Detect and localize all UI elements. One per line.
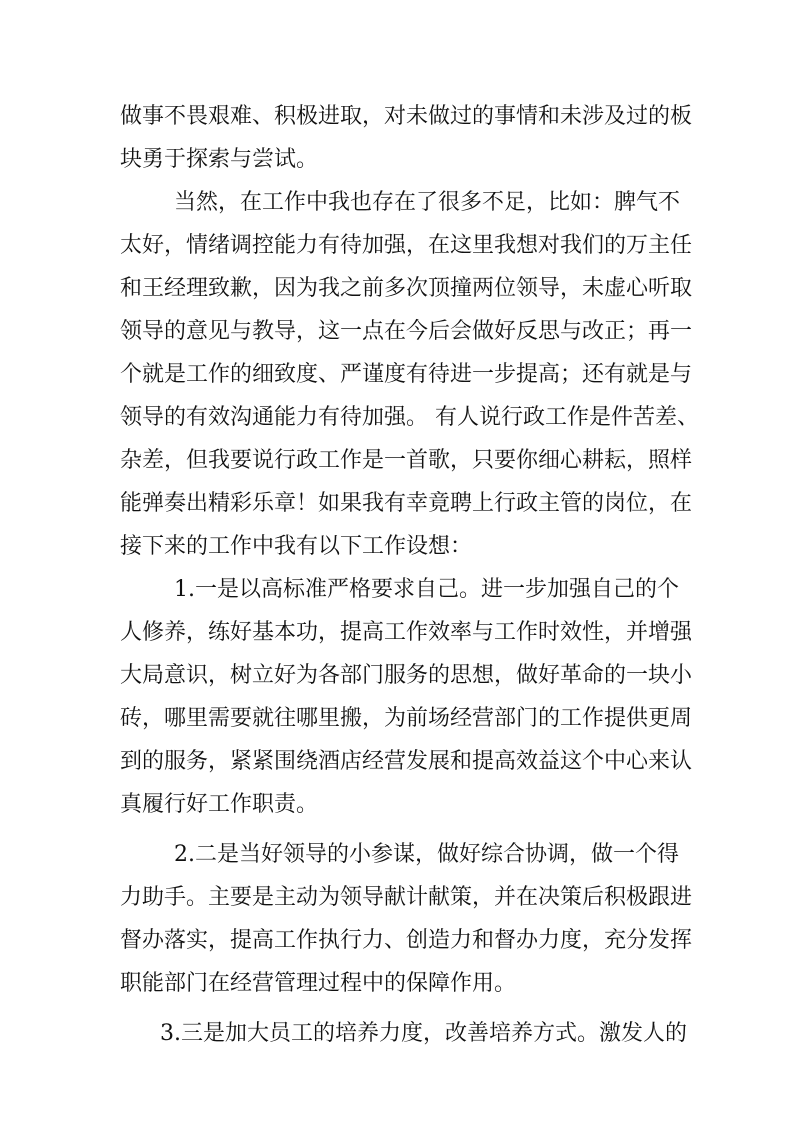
text-line: 做事不畏艰难、积极进取，对未做过的事情和未涉及过的板 [120,104,693,129]
text-line: 大局意识，树立好为各部门服务的思想，做好革命的一块小 [120,663,693,688]
text-line: 2.二是当好领导的小参谋，做好综合协调，做一个得 [174,842,679,867]
text-line: 杂差，但我要说行政工作是一首歌，只要你细心耕耘，照样 [120,448,693,473]
text-line: 职能部门在经营管理过程中的保障作用。 [120,971,517,996]
text-line: 当然，在工作中我也存在了很多不足，比如：脾气不 [174,190,681,215]
text-line: 真履行好工作职责。 [120,792,319,817]
text-line: 和王经理致歉，因为我之前多次顶撞两位领导，未虚心听取 [120,276,693,301]
text-line: 个就是工作的细致度、严谨度有待进一步提高；还有就是与 [120,362,693,387]
text-line: 督办落实，提高工作执行力、创造力和督办力度，充分发挥 [120,928,693,953]
text-line: 力助手。主要是主动为领导献计献策，并在决策后积极跟进 [120,885,693,910]
text-line: 接下来的工作中我有以下工作设想： [120,534,473,559]
text-line: 砖，哪里需要就往哪里搬，为前场经营部门的工作提供更周 [120,706,693,731]
text-line: 1.一是以高标准严格要求自己。进一步加强自己的个 [174,577,679,602]
text-line: 到的服务，紧紧围绕酒店经营发展和提高效益这个中心来认 [120,749,693,774]
text-line: 3.三是加大员工的培养力度，改善培养方式。激发人的 [160,1021,687,1046]
text-line: 太好，情绪调控能力有待加强，在这里我想对我们的万主任 [120,233,693,258]
text-line: 块勇于探索与尝试。 [120,147,319,172]
text-line: 能弹奏出精彩乐章！如果我有幸竟聘上行政主管的岗位，在 [120,491,693,516]
text-line: 领导的有效沟通能力有待加强。 有人说行政工作是件苦差、 [120,405,699,430]
text-line: 人修养，练好基本功，提高工作效率与工作时效性，并增强 [120,620,693,645]
text-line: 领导的意见与教导，这一点在今后会做好反思与改正；再一 [120,319,693,344]
